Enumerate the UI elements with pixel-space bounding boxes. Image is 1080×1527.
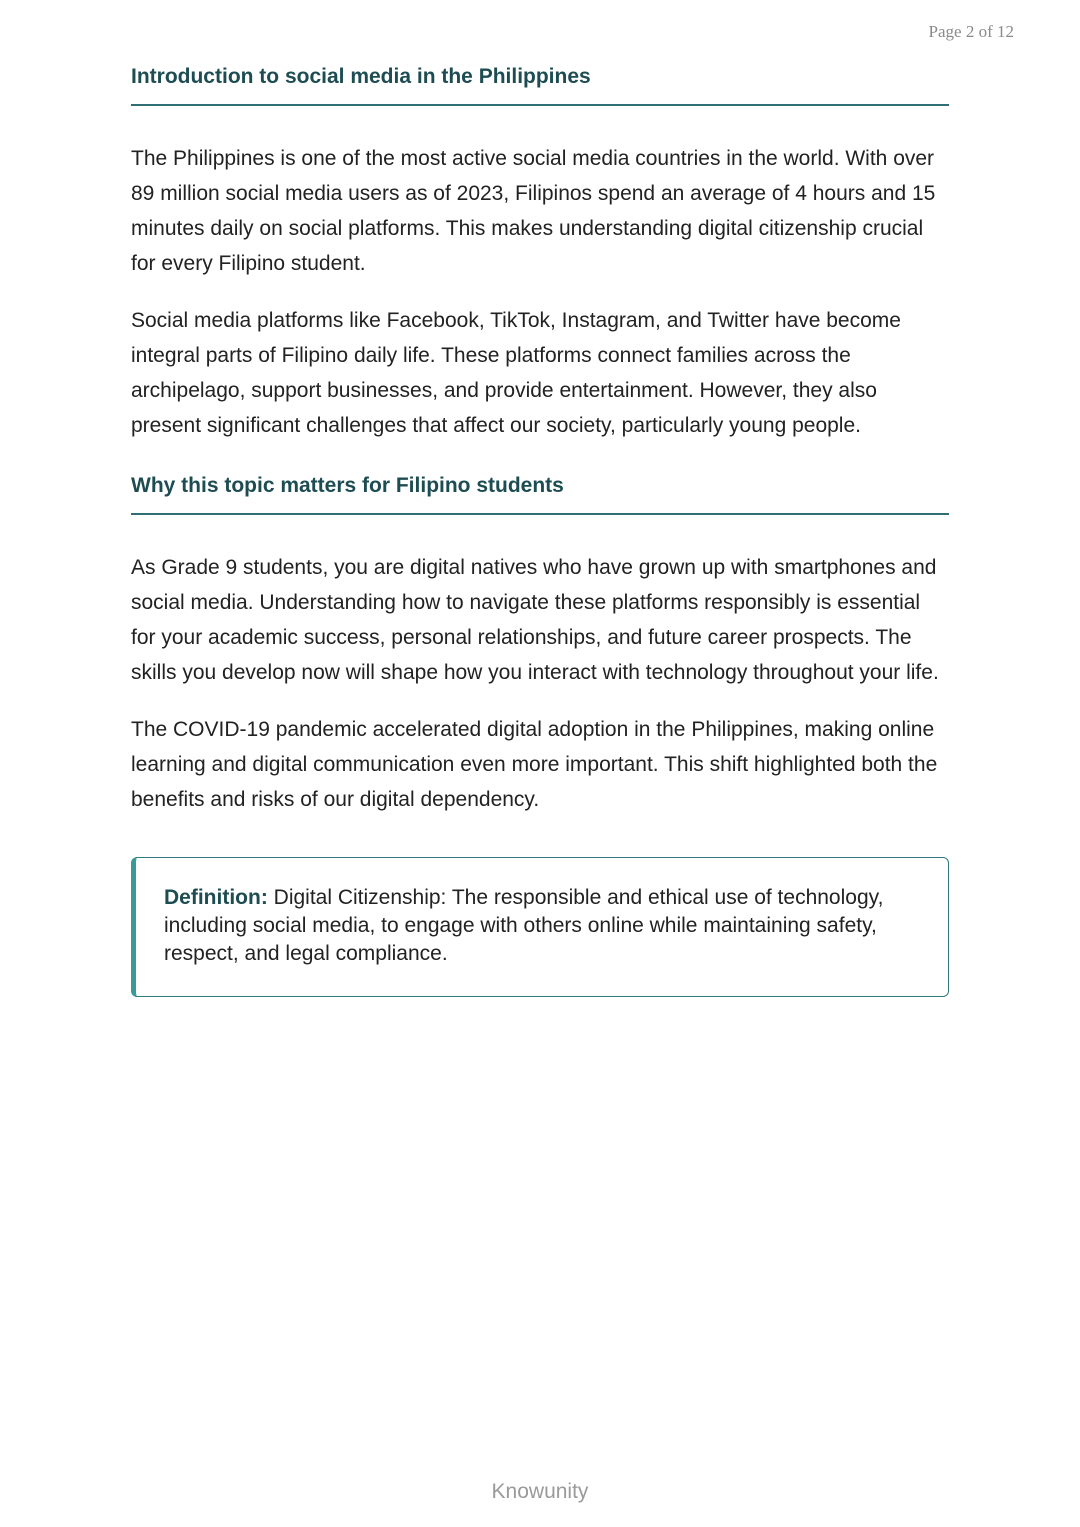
definition-body: Digital Citizenship: The responsible and ethical use of technology, including social media, to engage with others online while maintaining safety, respect, and legal compliance. [164, 886, 884, 965]
paragraph: As Grade 9 students, you are digital natives who have grown up with smartphones and social media. Understanding how to navigate these platforms responsibly is essential for your academic success, personal relationships, and future career prospects. The skills you develop now will shape how you interact with technology throughout your life. [131, 556, 939, 684]
document-body [131, 62, 949, 997]
section-heading: Introduction to social media in the Philippines [131, 62, 949, 106]
definition-callout [131, 857, 949, 997]
section-heading: Why this topic matters for Filipino students [131, 471, 949, 515]
section-introduction [131, 62, 949, 443]
paragraph: The COVID-19 pandemic accelerated digital adoption in the Philippines, making online learning and digital communication even more important. This shift highlighted both the benefits and risks of our digital dependency. [131, 718, 938, 811]
section-paragraphs [131, 515, 949, 817]
definition-text [164, 884, 918, 968]
section-paragraphs [131, 106, 949, 443]
definition-label: Definition: [164, 886, 268, 909]
section-why-it-matters [131, 471, 949, 817]
paragraph: The Philippines is one of the most active social media countries in the world. With over 89 million social media users as of 2023, Filipinos spend an average of 4 hours and 15 minutes daily on social platforms. This makes understanding digital citizenship crucial for every Filipino student. [131, 147, 936, 275]
footer-brand: Knowunity [491, 1480, 589, 1503]
paragraph: Social media platforms like Facebook, TikTok, Instagram, and Twitter have become integral parts of Filipino daily life. These platforms connect families across the archipelago, support businesses, and provide entertainment. However, they also present significant challenges that affect our society, particularly young people. [131, 309, 901, 437]
page-number: Page 2 of 12 [928, 22, 1014, 41]
